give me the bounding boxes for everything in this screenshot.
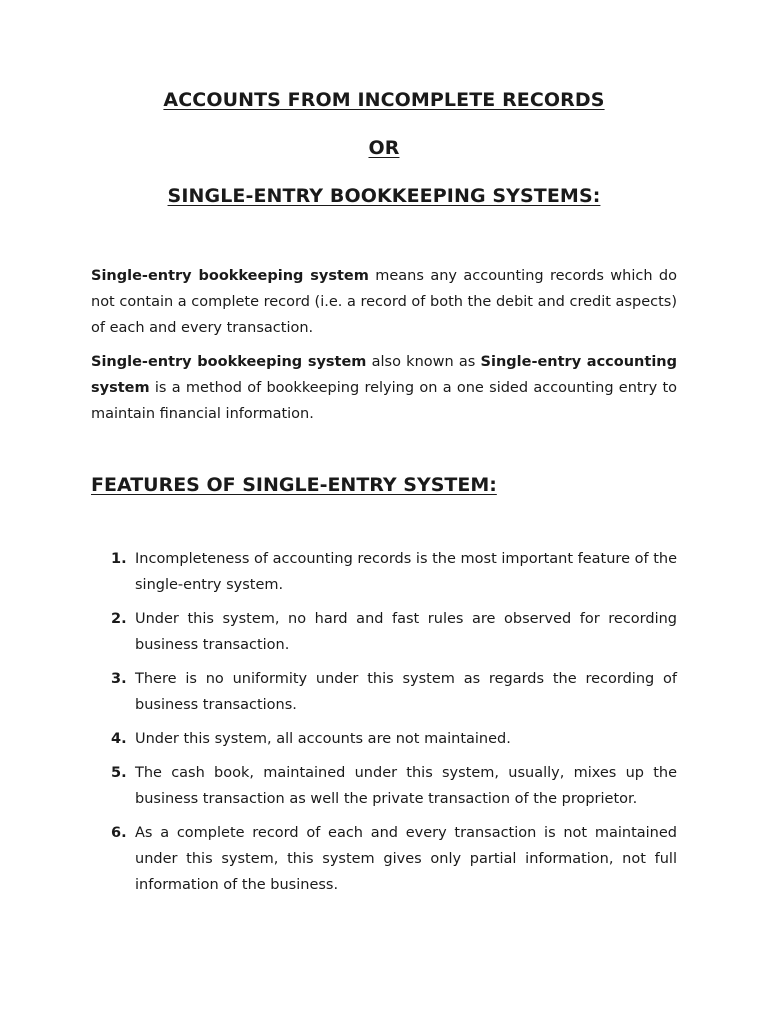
- list-item-text: As a complete record of each and every transaction is not maintained under this system, this system gives only partial information, not full information of the business.: [135, 825, 677, 893]
- list-item: [91, 666, 677, 718]
- list-item-number: 2.: [111, 611, 127, 627]
- title-line-2: OR: [368, 137, 400, 159]
- definition-connector: also known as: [366, 354, 481, 370]
- title-line-1: ACCOUNTS FROM INCOMPLETE RECORDS: [163, 89, 605, 111]
- list-item-number: 3.: [111, 671, 127, 687]
- list-item: [91, 760, 677, 812]
- title-line-3: SINGLE-ENTRY BOOKKEEPING SYSTEMS:: [167, 185, 601, 207]
- definition-term-1: Single-entry bookkeeping system: [91, 268, 369, 284]
- features-heading: FEATURES OF SINGLE-ENTRY SYSTEM:: [91, 474, 497, 496]
- document-title-block: [0, 88, 768, 208]
- list-item-number: 4.: [111, 731, 127, 747]
- list-item: [91, 726, 677, 752]
- list-item: [91, 606, 677, 658]
- definition-text-1: means any accounting records which do not contain a complete record (i.e. a record of both the debit and credit aspects) of each and every transaction.: [91, 268, 677, 336]
- list-item-text: Under this system, all accounts are not maintained.: [135, 731, 511, 747]
- list-item-text: The cash book, maintained under this system, usually, mixes up the business transaction as well the private transaction of the proprietor.: [135, 765, 677, 807]
- list-item-number: 5.: [111, 765, 127, 781]
- list-item-text: Incompleteness of accounting records is the most important feature of the single-entry system.: [135, 551, 677, 593]
- definition-term-2: Single-entry bookkeeping system: [91, 354, 367, 370]
- list-item-text: Under this system, no hard and fast rules are observed for recording business transaction.: [135, 611, 677, 653]
- list-item: [91, 820, 677, 898]
- list-item-number: 6.: [111, 825, 127, 841]
- features-list: [91, 546, 677, 906]
- list-item-number: 1.: [111, 551, 127, 567]
- list-item-text: There is no uniformity under this system as regards the recording of business transactions.: [135, 671, 677, 713]
- definition-paragraph-1: [91, 263, 677, 341]
- definition-text-2: is a method of bookkeeping relying on a one sided accounting entry to maintain financial information.: [91, 380, 677, 422]
- definition-paragraph-2: [91, 349, 677, 427]
- list-item: [91, 546, 677, 598]
- definition-term-3: Single-entry accounting system: [91, 354, 677, 396]
